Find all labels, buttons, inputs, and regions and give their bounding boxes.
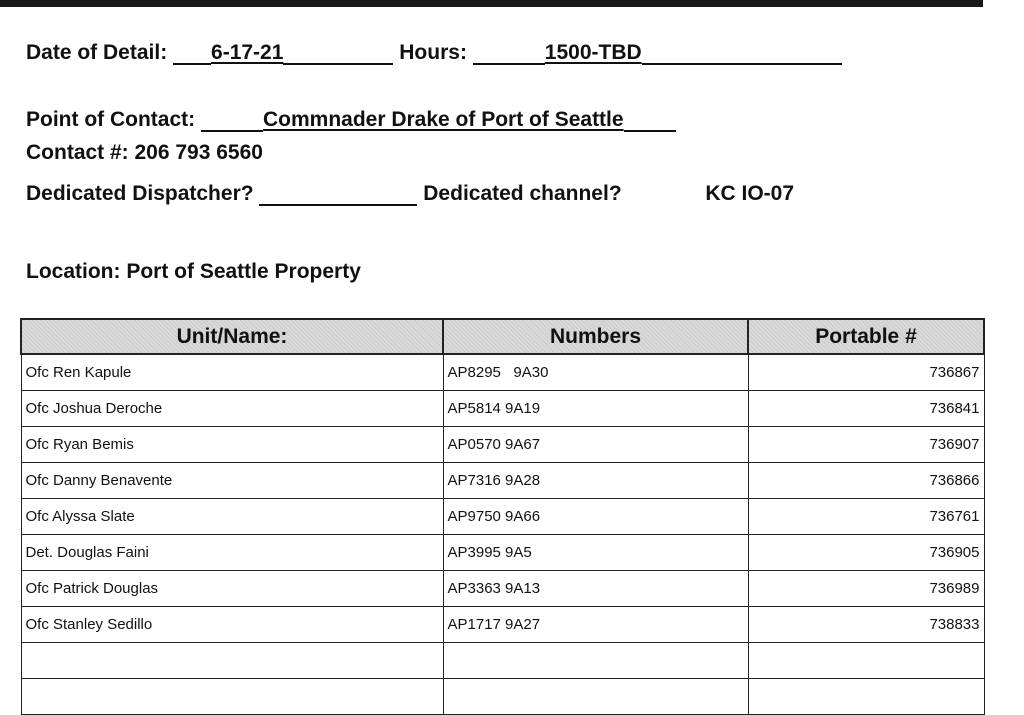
col-header-portable: Portable # bbox=[748, 319, 984, 354]
dispatcher-label: Dedicated Dispatcher? bbox=[26, 182, 254, 205]
cell-portable: 736761 bbox=[748, 499, 984, 535]
contact-blank-lead bbox=[201, 110, 263, 132]
cell-numbers: AP7316 9A28 bbox=[443, 463, 748, 499]
cell-portable bbox=[748, 679, 984, 715]
location-line bbox=[26, 260, 361, 284]
table-header-row bbox=[21, 319, 984, 354]
contact-label: Point of Contact: bbox=[26, 108, 196, 131]
cell-name bbox=[21, 679, 443, 715]
cell-name: Ofc Ryan Bemis bbox=[21, 427, 443, 463]
dispatcher-blank bbox=[259, 184, 417, 206]
date-label: Date of Detail: bbox=[26, 41, 168, 64]
cell-numbers bbox=[443, 643, 748, 679]
date-blank-trail bbox=[283, 43, 393, 65]
date-value: 6-17-21 bbox=[211, 41, 284, 64]
table-row bbox=[21, 427, 984, 463]
table-row-empty bbox=[21, 643, 984, 679]
unit-table bbox=[20, 318, 985, 715]
cell-name: Ofc Alyssa Slate bbox=[21, 499, 443, 535]
table-row bbox=[21, 607, 984, 643]
dispatcher-channel-line bbox=[26, 182, 794, 206]
cell-portable: 736867 bbox=[748, 354, 984, 391]
cell-name: Ofc Patrick Douglas bbox=[21, 571, 443, 607]
cell-name: Det. Douglas Faini bbox=[21, 535, 443, 571]
point-of-contact-line bbox=[26, 108, 676, 132]
table-row-empty bbox=[21, 679, 984, 715]
contact-value: Commnader Drake of Port of Seattle bbox=[262, 108, 624, 131]
cell-portable: 736907 bbox=[748, 427, 984, 463]
table-row bbox=[21, 535, 984, 571]
channel-value: KC IO-07 bbox=[705, 182, 795, 205]
cell-name: Ofc Danny Benavente bbox=[21, 463, 443, 499]
date-blank-lead bbox=[173, 43, 211, 65]
contact-blank-trail bbox=[624, 110, 676, 132]
date-hours-line bbox=[26, 41, 842, 65]
cell-name bbox=[21, 643, 443, 679]
table-row bbox=[21, 354, 984, 391]
cell-portable: 738833 bbox=[748, 607, 984, 643]
cell-numbers: AP3995 9A5 bbox=[443, 535, 748, 571]
table-row bbox=[21, 499, 984, 535]
cell-numbers: AP9750 9A66 bbox=[443, 499, 748, 535]
cell-name: Ofc Ren Kapule bbox=[21, 354, 443, 391]
table-row bbox=[21, 571, 984, 607]
cell-numbers: AP5814 9A19 bbox=[443, 391, 748, 427]
location-label: Location: Port of Seattle Property bbox=[26, 260, 361, 283]
cell-portable: 736841 bbox=[748, 391, 984, 427]
cell-portable: 736989 bbox=[748, 571, 984, 607]
channel-label: Dedicated channel? bbox=[423, 182, 622, 205]
cell-numbers: AP1717 9A27 bbox=[443, 607, 748, 643]
cell-portable: 736866 bbox=[748, 463, 984, 499]
col-header-unit-name: Unit/Name: bbox=[21, 319, 443, 354]
table-row bbox=[21, 463, 984, 499]
hours-blank-lead bbox=[473, 43, 545, 65]
cell-numbers: AP0570 9A67 bbox=[443, 427, 748, 463]
cell-name: Ofc Joshua Deroche bbox=[21, 391, 443, 427]
cell-name: Ofc Stanley Sedillo bbox=[21, 607, 443, 643]
header-border-bar bbox=[0, 0, 983, 7]
table-row bbox=[21, 391, 984, 427]
hours-value: 1500-TBD bbox=[544, 41, 642, 64]
hours-blank-trail bbox=[642, 43, 842, 65]
contact-number: Contact #: 206 793 6560 bbox=[26, 141, 263, 164]
hours-label: Hours: bbox=[399, 41, 467, 64]
col-header-numbers: Numbers bbox=[443, 319, 748, 354]
cell-portable: 736905 bbox=[748, 535, 984, 571]
cell-portable bbox=[748, 643, 984, 679]
cell-numbers: AP3363 9A13 bbox=[443, 571, 748, 607]
contact-number-line bbox=[26, 141, 263, 165]
cell-numbers: AP8295 9A30 bbox=[443, 354, 748, 391]
cell-numbers bbox=[443, 679, 748, 715]
